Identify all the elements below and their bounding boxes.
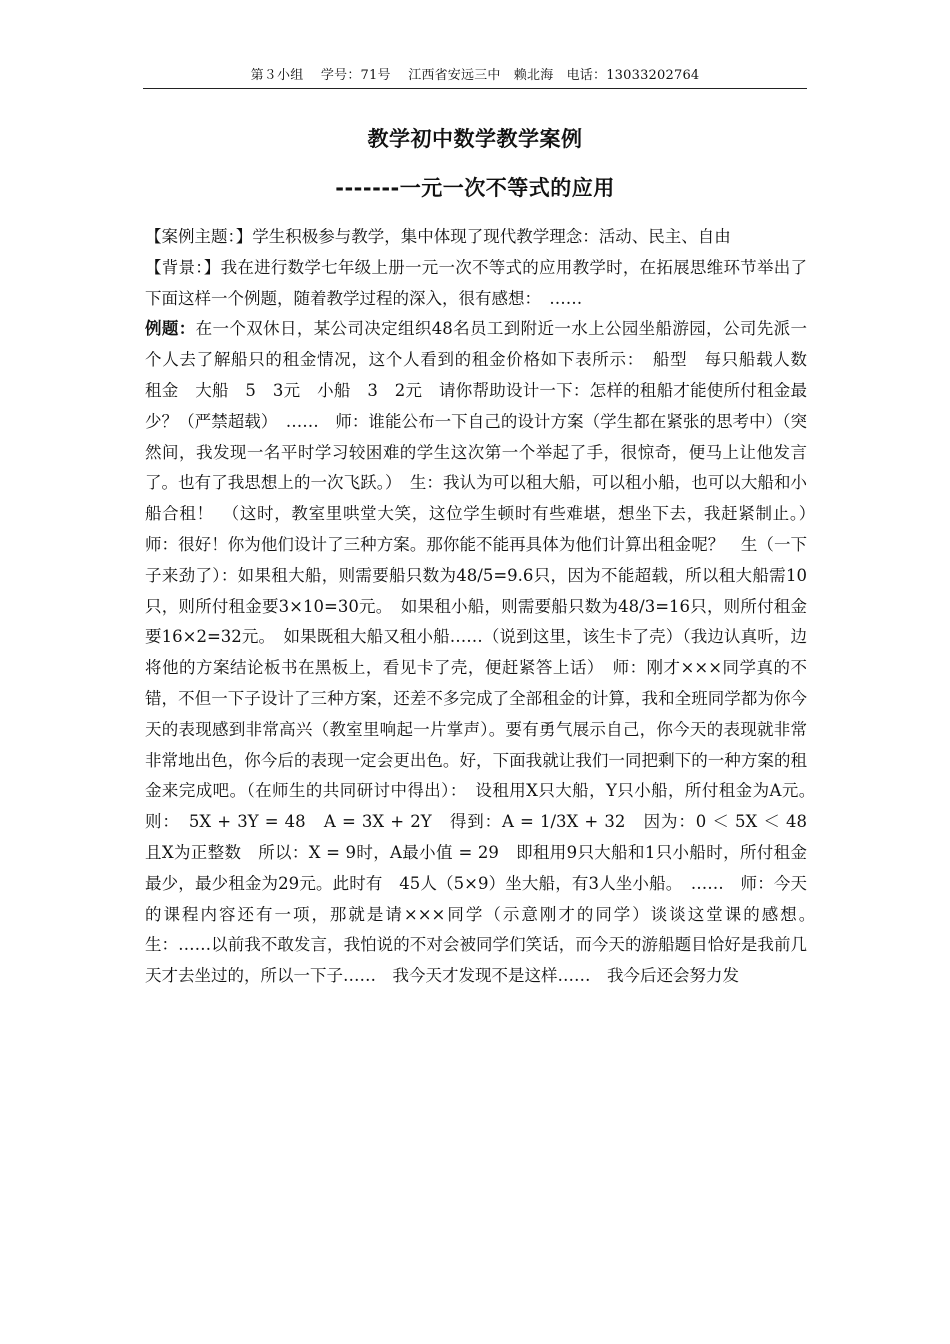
example-paragraph	[145, 314, 824, 992]
background-paragraph: 【背景：】我在进行数学七年级上册一元一次不等式的应用教学时，在拓展思维环节举出了下面这样一个例题，随着教学过程的深入，很有感想： ……	[145, 257, 807, 308]
document-title: 教学初中数学教学案例	[367, 127, 583, 151]
example-label: 例题：	[145, 319, 196, 339]
document-body	[145, 222, 824, 992]
document-subtitle: -------一元一次不等式的应用	[335, 176, 615, 200]
example-text: 在一个双休日，某公司决定组织48名员工到附近一水上公园坐船游园，公司先派一个人去了解船只的租金情况，这个人看到的租金价格如下表所示： 船型 每只船载人数 租金 大船 5 3元 小船 3 2元 请你帮助设计一下：怎样的租船才能使所付租金最少？（严禁超载） …… 师：谁能公布一下自己的设计方案（学生都在紧张的思考中）（突然间，我发现一名平时学习较困难的学生这次第一个举起了手，很惊奇，便马上让他发言了。也有了我思想上的一次飞跃。） 生：我认为可以租大船，可以租小船，也可以大船和小船合租！ （这时，教室里哄堂大笑，这位学生顿时有些难堪，想坐下去，我赶紧制止。） 师：很好！你为他们设计了三种方案。那你能不能再具体为他们计算出租金呢？ 生（一下子来劲了）：如果租大船，则需要船只数为48/5=9.6只，因为不能超载，所以租大船需10只，则所付租金要3×10=30元。 如果租小船，则需要船只数为48/3=16只，则所付租金要16×2=32元。 如果既租大船又租小船……（说到这里，该生卡了壳）（我边认真听，边将他的方案结论板书在黑板上，看见卡了壳，便赶紧答上话） 师：刚才×××同学真的不错，不但一下子设计了三种方案，还差不多完成了全部租金的计算，我和全班同学都为你今天的表现感到非常高兴（教室里响起一片掌声）。要有勇气展示自己，你今天的表现就非常非常地出色，你今后的表现一定会更出色。好，下面我就让我们一同把剩下的一种方案的租金来完成吧。（在师生的共同研讨中得出）： 设租用X只大船，Y只小船，所付租金为A元。 则： 5X + 3Y = 48 A = 3X + 2Y 得到：A = 1/3X + 32 因为：0 ＜ 5X ＜ 48 且X为正整数 所以：X = 9时，A最小值 = 29 即租用9只大船和1只小船时，所付租金最少，最少租金为29元。此时有 45人（5×9）坐大船，有3人坐小船。 …… 师：今天的课程内容还有一项，那就是请×××同学（示意刚才的同学）谈谈这堂课的感想。 生：……以前我不敢发言，我怕说的不对会被同学们笑话，而今天的游船题目恰好是我前几天才去坐过的，所以一下子…… 我今天才发现不是这样…… 我今后还会努力发	[145, 319, 824, 986]
case-theme-paragraph: 【案例主题：】学生积极参与教学，集中体现了现代教学理念：活动、民主、自由	[145, 227, 731, 246]
page-header: 第３小组 学号：71号 江西省安远三中 赖北海 电话：13033202764	[143, 64, 807, 89]
